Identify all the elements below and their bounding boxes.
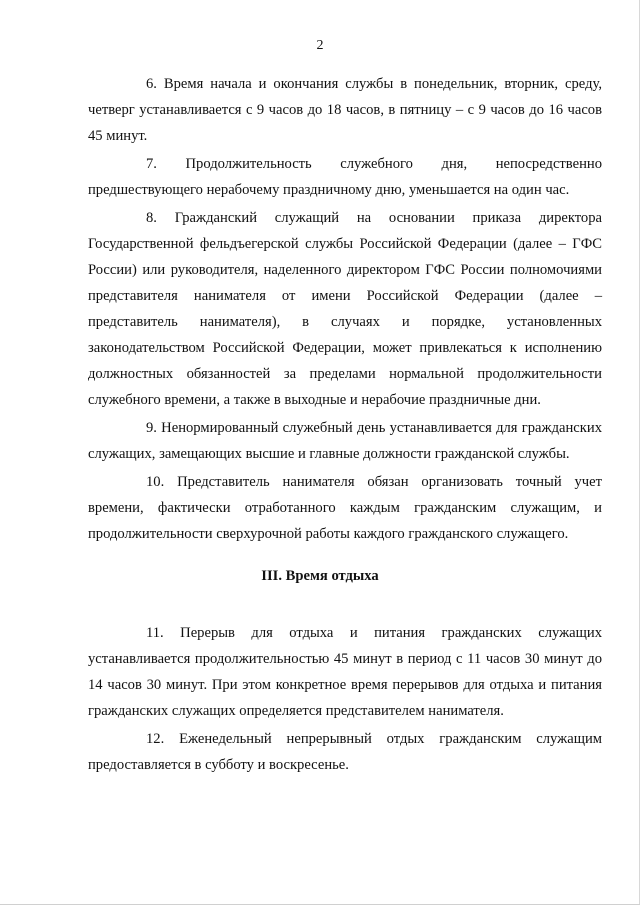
paragraph-11: 11. Перерыв для отдыха и питания гражданских служащих устанавливается продолжительностью 45 минут в период с 11 часов 30 минут до 14 часов 30 минут. При этом конкретное время перерывов для отдыха и питания гражданских служащих определяется представителем нанимателя. <box>88 625 602 719</box>
paragraph-9: 9. Ненормированный служебный день устанавливается для гражданских служащих, замещающих высшие и главные должности гражданской службы. <box>88 420 602 462</box>
section-heading: III. Время отдыха <box>261 568 379 584</box>
paragraph-8: 8. Гражданский служащий на основании приказа директора Государственной фельдъегерской службы Российской Федерации (далее – ГФС России) или руководителя, наделенного директором ГФС России полномочиями представителя нанимателя от имени Российской Федерации (далее – представитель нанимателя), в случаях и порядке, установленных законодательством Российской Федерации, может привлекаться к исполнению должностных обязанностей за пределами нормальной продолжительности служебного времени, а также в выходные и нерабочие праздничные дни. <box>88 210 602 408</box>
paragraph-6: 6. Время начала и окончания службы в понедельник, вторник, среду, четверг устанавливается с 9 часов до 18 часов, в пятницу – с 9 часов до 16 часов 45 минут. <box>88 76 602 144</box>
body-text-upper <box>88 71 602 549</box>
page-number: 2 <box>316 38 324 53</box>
paragraph-10: 10. Представитель нанимателя обязан организовать точный учет времени, фактически отработанного каждым гражданским служащим, и продолжительности сверхурочной работы каждого гражданского служащего. <box>88 474 602 542</box>
paragraph-7: 7. Продолжительность служебного дня, непосредственно предшествующего нерабочему праздничному дню, уменьшается на один час. <box>88 156 602 198</box>
paragraph-12: 12. Еженедельный непрерывный отдых гражданским служащим предоставляется в субботу и воскресенье. <box>88 731 602 773</box>
body-text-lower <box>88 620 602 780</box>
